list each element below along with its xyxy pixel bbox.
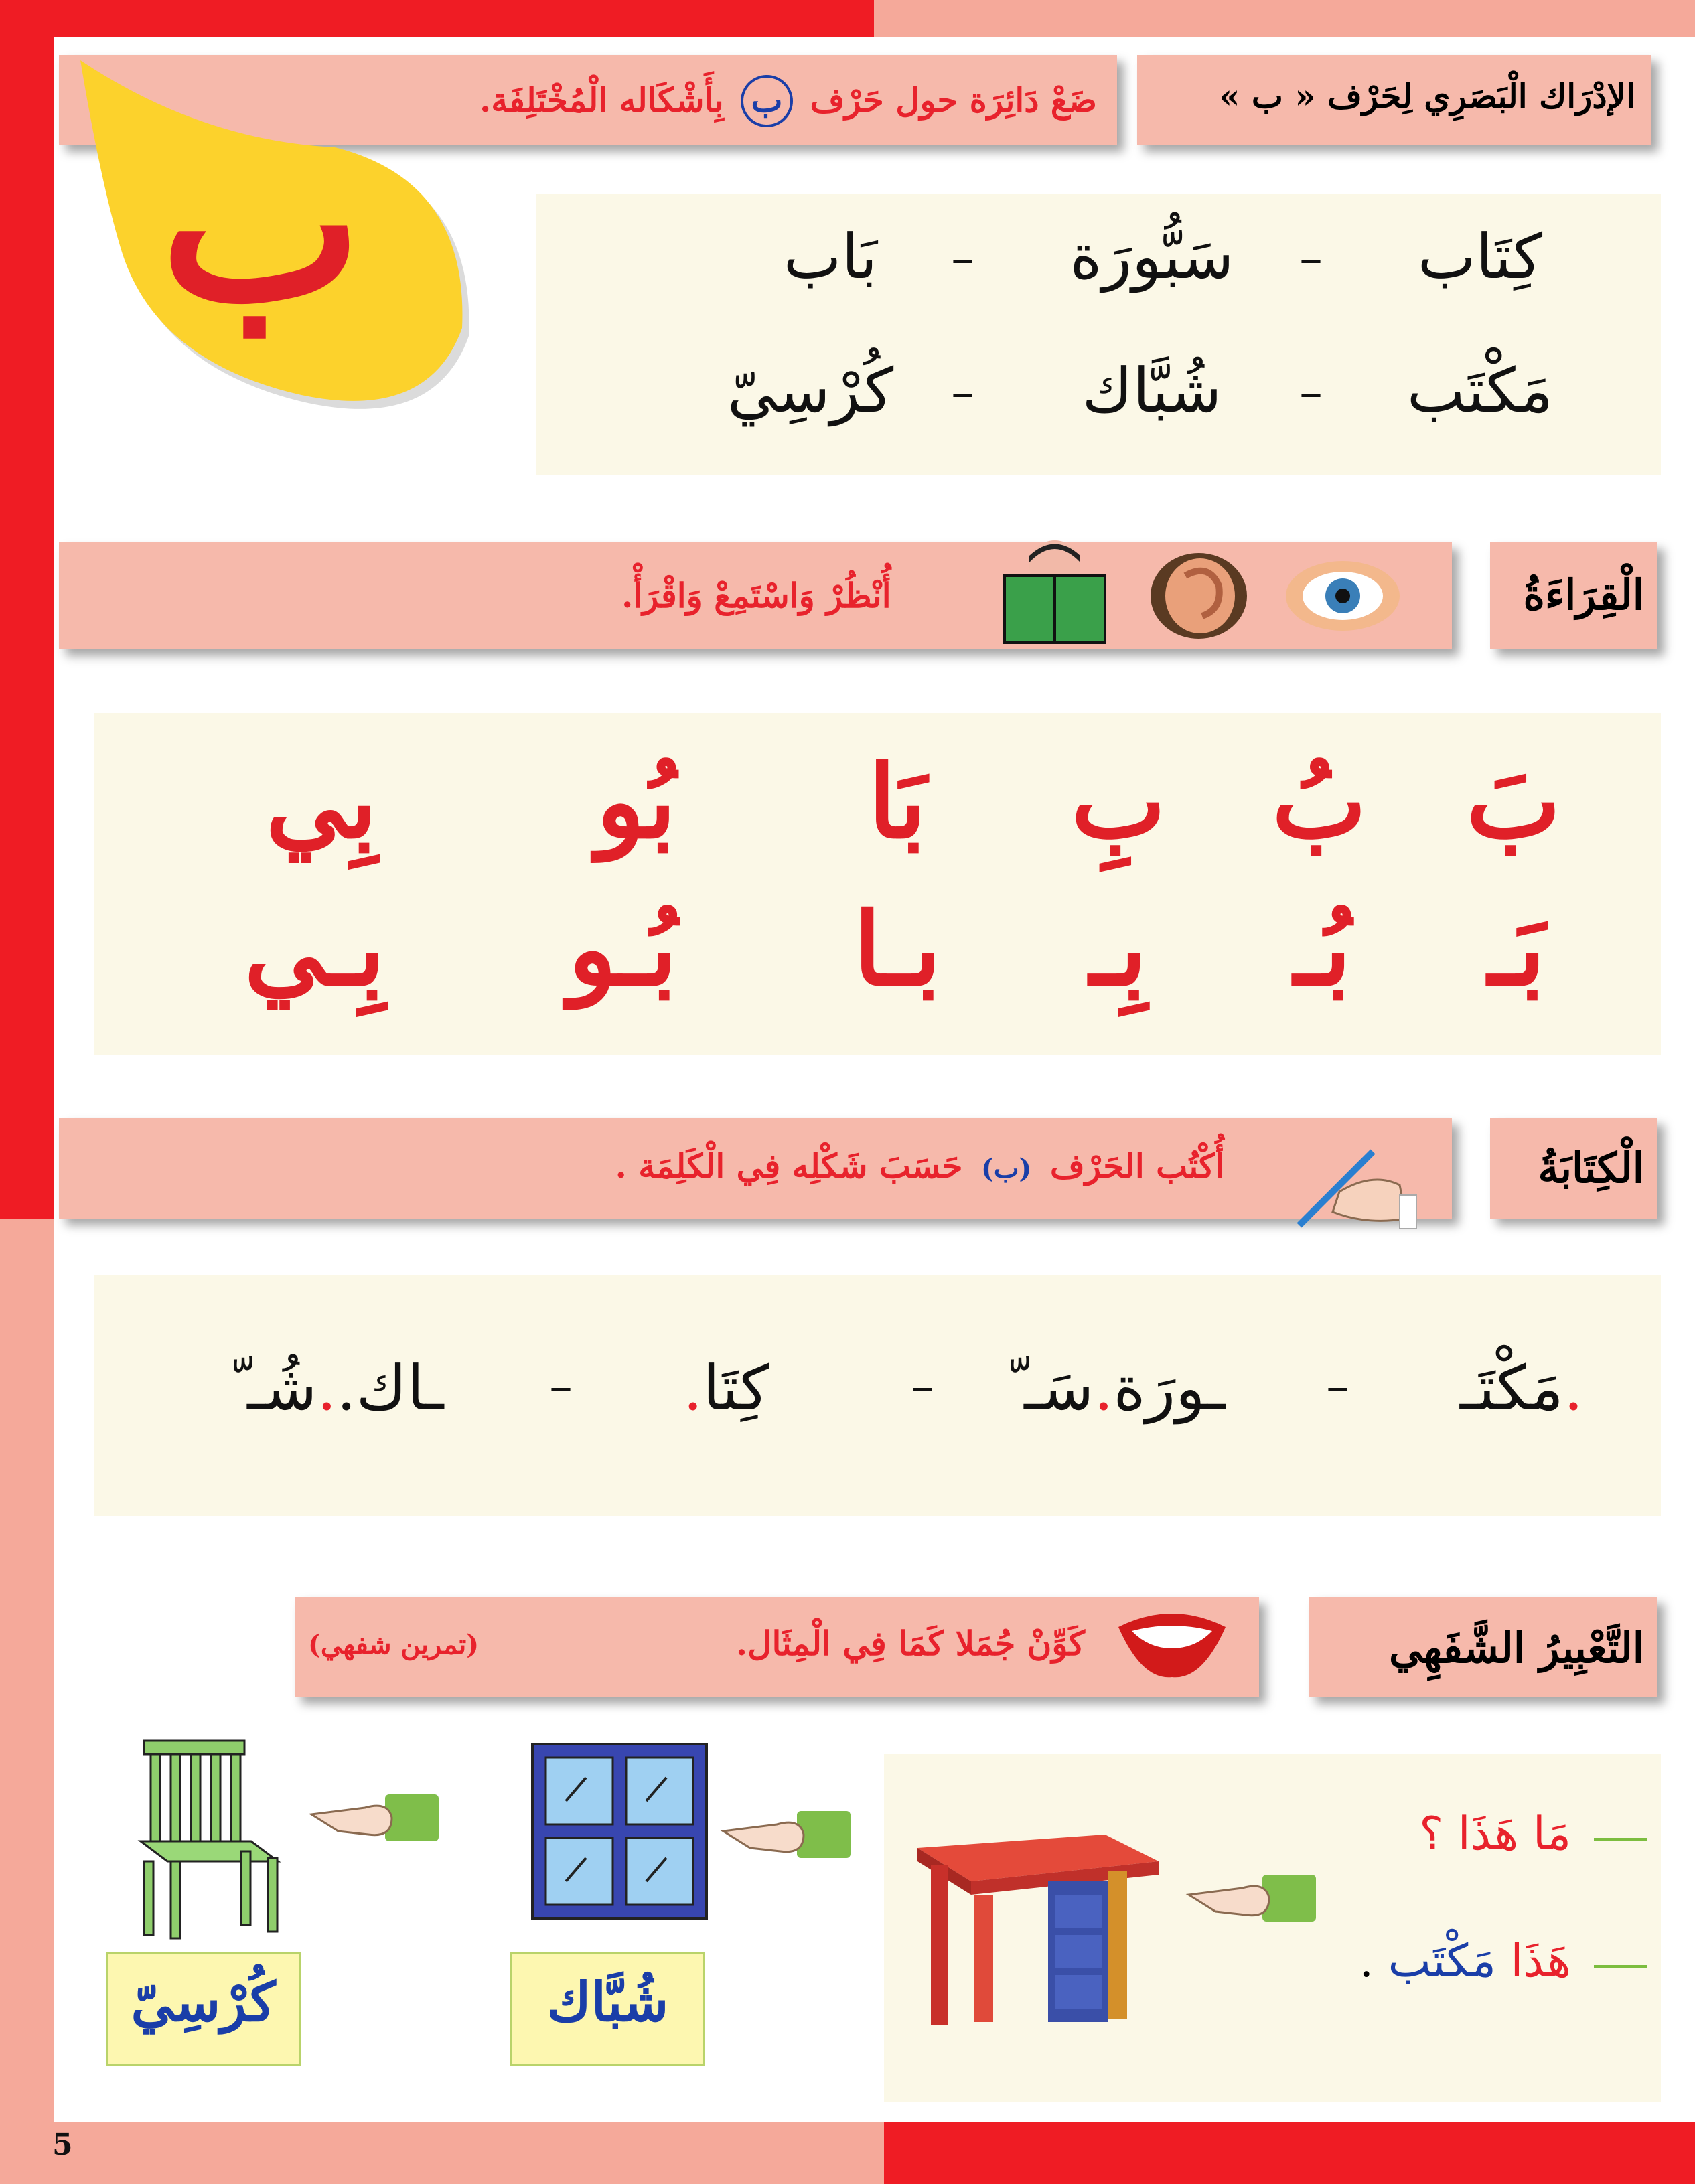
mouth-icon [1115, 1607, 1229, 1681]
top-pink-border [874, 0, 1695, 37]
header-instruction-after: بِأَشْكَاله الْمُخْتَلِفَة. [479, 80, 724, 120]
syllable: بِـ [1090, 890, 1147, 1008]
label-shubbak-text: شُبَّاك [546, 1970, 669, 2033]
answer-dash [1594, 1965, 1647, 1968]
reading-child-icon [991, 536, 1118, 649]
oral-title: التَّعْبِيرُ الشَّفَهِي [1389, 1624, 1644, 1672]
pointing-hand-icon [717, 1798, 857, 1871]
syllable: بَا [868, 743, 927, 861]
syllable: بُـو [568, 890, 678, 1008]
syllable: بِي [265, 743, 378, 861]
header-instruction-before: ضَعْ دَائِرَة حول حَرْف [810, 80, 1097, 120]
ear-icon [1145, 549, 1252, 643]
desk-illustration [891, 1808, 1172, 2029]
separator: – [911, 1359, 934, 1414]
separator: – [549, 1359, 573, 1414]
syllable: بُـ [1294, 890, 1351, 1008]
header-title-bar [1137, 55, 1651, 145]
writing-word-kitab: .كِتَا [683, 1352, 769, 1424]
left-pink-border [0, 1219, 54, 2184]
syllable: بُ [1272, 743, 1367, 861]
writing-word-maktab: مَكْتَـ. [1460, 1352, 1584, 1424]
word-shubbak: شُبَّاك [1082, 355, 1222, 426]
word-maktab: مَكْتَب [1406, 355, 1554, 426]
header-title: الإدْرَاك الْبَصَرِي لِحَرْف « ب » [1219, 76, 1635, 116]
bottom-red-border [884, 2122, 1695, 2184]
oral-instruction-bar [295, 1597, 1259, 1697]
writing-title: الْكِتَابَةُ [1538, 1144, 1644, 1192]
separator: – [951, 231, 974, 286]
blank-dot: . [1563, 1352, 1584, 1424]
writing-instruction-before: أُكْتُب الحَرْف [1049, 1146, 1224, 1186]
syllable: بِـي [244, 890, 386, 1008]
label-shubbak [510, 1952, 705, 2066]
pencil-hand-icon [1286, 1132, 1420, 1232]
reading-instruction: أُنْظُرْ وَاسْتَمِعْ وَاقْرَأْ. [621, 576, 891, 615]
syllable: بَـ [1488, 890, 1546, 1008]
writing-instruction-bar [59, 1118, 1452, 1219]
oral-answer [1359, 1935, 1571, 1988]
left-red-border [0, 0, 54, 1219]
label-kursi [106, 1952, 301, 2066]
separator: – [1299, 231, 1323, 286]
separator: – [1299, 365, 1323, 420]
eye-icon [1282, 556, 1403, 636]
writing-instruction-after: حَسَبَ شَكْلِه فِي الْكَلِمَة . [615, 1146, 963, 1186]
reading-title-bar [1490, 542, 1657, 649]
word-kursi: كُرْسِيّ [727, 355, 894, 426]
word-bab: بَاب [783, 221, 878, 293]
writing-instruction [615, 1146, 1224, 1186]
writing-word-shubbak: ّ ـاك..شُـ [228, 1352, 444, 1424]
window-illustration [529, 1741, 710, 1922]
writing-title-bar [1490, 1118, 1657, 1219]
answer-dot: . [1359, 1935, 1374, 1988]
header-instruction-letter: ب [741, 75, 793, 127]
pointing-hand-icon [305, 1781, 445, 1855]
bottom-pink-border [54, 2122, 884, 2184]
chair-illustration [131, 1734, 285, 1942]
big-letter: ب [160, 98, 362, 349]
header-instruction [480, 75, 1097, 127]
pointing-hand-icon [1182, 1861, 1323, 1935]
page-number: 5 [52, 2128, 73, 2162]
oral-question: مَا هَذَا ؟ [1419, 1808, 1571, 1861]
separator: – [1326, 1359, 1349, 1414]
blank-dot: . [317, 1352, 337, 1424]
syllable: بِ [1071, 743, 1166, 861]
separator: – [951, 365, 974, 420]
writing-word-sabbura: ّ ـورَة.سَـ [1005, 1352, 1226, 1424]
syllable: بُو [596, 743, 676, 861]
oral-note: (تمرين شفهي) [308, 1629, 480, 1660]
top-red-border [54, 0, 874, 37]
oral-title-bar [1309, 1597, 1657, 1697]
word-sabbura: سَبُّورَة [1070, 221, 1234, 293]
oral-instruction: كَوِّنْ جُمَلا كَمَا فِي الْمِثَال. [735, 1624, 1085, 1663]
word-kitab: كِتَاب [1417, 221, 1543, 293]
syllable: بَ [1466, 743, 1561, 861]
question-dash [1594, 1838, 1647, 1841]
syllable: بـا [853, 890, 942, 1008]
label-kursi-text: كُرْسِيّ [131, 1970, 276, 2033]
blank-dot: . [1094, 1352, 1114, 1424]
reading-title: الْقِرَاءَةُ [1523, 570, 1644, 619]
writing-instruction-letter: (ب) [980, 1153, 1032, 1184]
answer-word: مَكْتَب [1388, 1935, 1496, 1988]
answer-prefix: هَذَا [1510, 1935, 1571, 1988]
blank-dot: . [683, 1352, 703, 1424]
